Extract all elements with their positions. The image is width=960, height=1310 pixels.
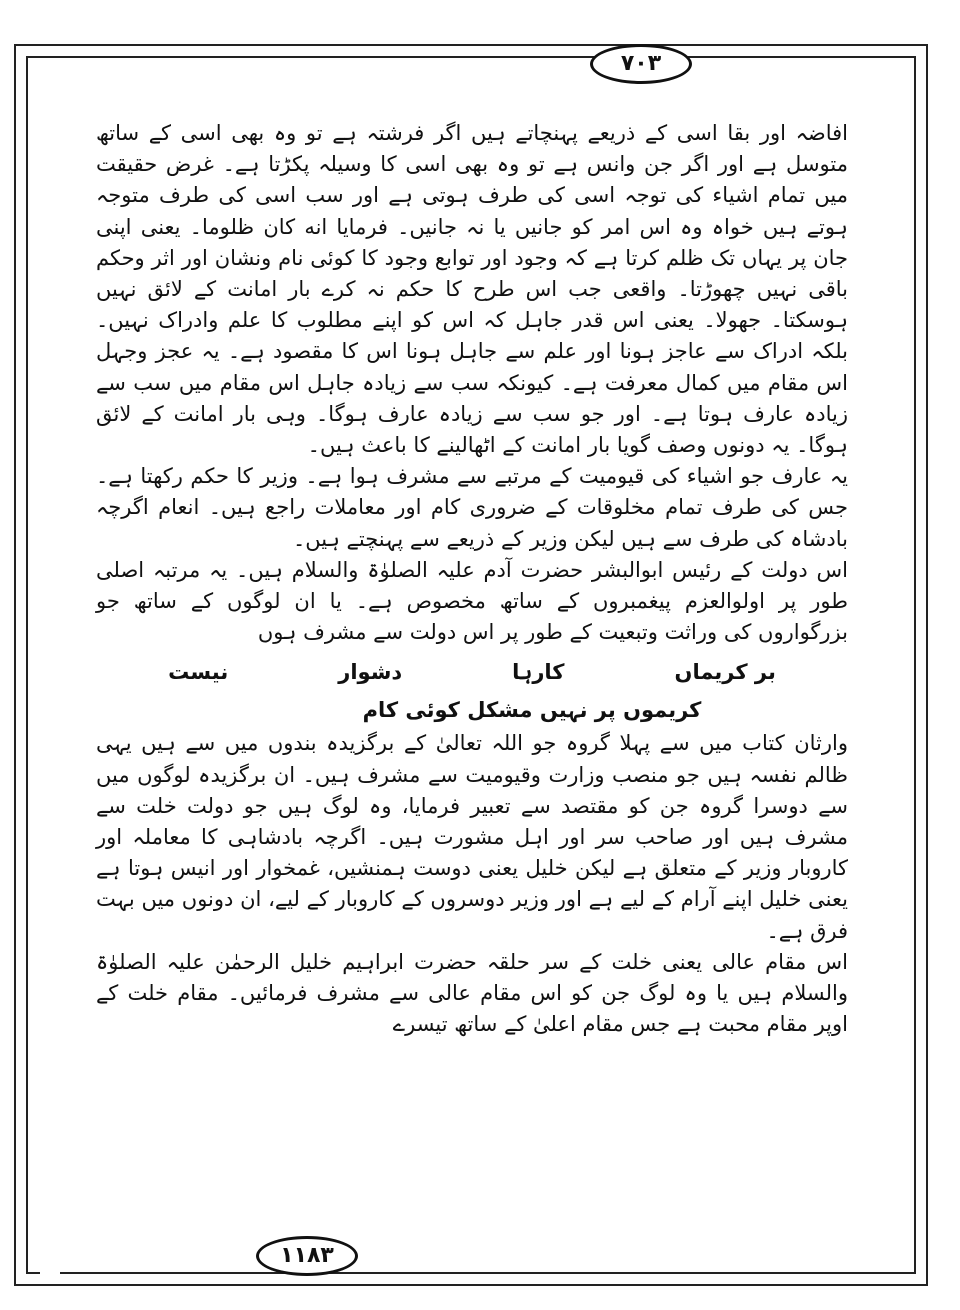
- paragraph: اس مقام عالی یعنی خلت کے سر حلقہ حضرت ابراہیم خلیل الرحمٰن علیہ الصلوٰۃ والسلام ہیں یا وہ لوگ جن کو اس مقام عالی سے مشرف فرمائیں۔ مقام خلت کے اوپر مقام محبت ہے جس مقام اعلیٰ کے ساتھ تیسرے: [96, 949, 848, 1037]
- verse-translation: کریموں پر نہیں مشکل کوئی کام: [362, 698, 702, 723]
- main-text: [96, 118, 848, 1040]
- verse-word: بر کریماں: [674, 660, 776, 685]
- verse-word: نیست: [168, 660, 229, 685]
- paragraph: اس دولت کے رئیس ابوالبشر حضرت آدم علیہ الصلوٰۃ والسلام ہیں۔ یہ مرتبہ اصلی طور پر اولوالعزم پیغمبروں کے ساتھ مخصوص ہے۔ یا ان لوگوں کے ساتھ جو بزرگواروں کی وراثت وتبعیت کے طور پر اس دولت سے مشرف ہوں: [96, 557, 848, 645]
- verse-word: کارہا: [512, 660, 565, 685]
- page-number-top: ۷۰۳: [590, 44, 692, 84]
- page-number-bottom: ۱۱۸۳: [256, 1236, 358, 1276]
- verse-word: دشوار: [338, 660, 403, 685]
- paragraph: افاضہ اور بقا اسی کے ذریعے پہنچاتے ہیں اگر فرشتہ ہے تو وہ بھی اسی کے ساتھ متوسل ہے اور اگر جن وانس ہے تو وہ بھی اسی کا وسیلہ پکڑتا ہے۔ غرض حقیقت میں تمام اشیاء کی توجہ اسی کی طرف ہوتی ہے اور سب اسی کی طرف متوجہ ہوتے ہیں خواہ وہ اس امر کو جانیں یا نہ جانیں۔ فرمایا انه کان ظلوما۔ یعنی اپنی جان پر یہاں تک ظلم کرتا ہے کہ وجود اور توابع وجود کا کوئی نام ونشان اور اثر وحکم باقی نہیں چھوڑتا۔ واقعی جب اس طرح کا حکم نہ کرے بار امانت کے لائق نہیں ہوسکتا۔ جھولا۔ یعنی اس قدر جاہل کہ اس کو اپنے مطلوب کا علم وادراک نہیں۔ بلکہ ادراک سے عاجز ہونا اور علم سے جاہل ہونا اس کا مقصود ہے۔ یہ عجز وجہل اس مقام میں کمال معرفت ہے۔ کیونکہ سب سے زیادہ جاہل اس مقام میں سب سے زیادہ عارف ہوتا ہے۔ اور جو سب سے زیادہ عارف ہوگا۔ وہی بار امانت کے لائق ہوگا۔ یہ دونوں وصف گویا بار امانت کے اٹھالینے کا باعث ہیں۔: [96, 121, 848, 458]
- paragraph: یہ عارف جو اشیاء کی قیومیت کے مرتبے سے مشرف ہوا ہے۔ وزیر کا حکم رکھتا ہے۔ جس کی طرف تمام مخلوقات کے ضروری کام اور معاملات راجع ہیں۔ انعام اگرچہ بادشاہ کی طرف سے ہیں لیکن وزیر کے ذریعے سے پہنچتے ہیں۔: [96, 464, 848, 551]
- persian-verse: [96, 652, 848, 692]
- border-gap: [40, 600, 60, 1280]
- paragraph: وارثان کتاب میں سے پہلا گروہ جو اللہ تعالیٰ کے برگزیدہ بندوں میں سے ہیں یہی ظالم نفسہ ہیں جو منصب وزارت وقیومیت سے مشرف ہیں۔ ان برگزیدہ لوگوں میں سے دوسرا گروہ جن کو مقتصد سے تعبیر فرمایا، وہ لوگ ہیں جو دولت خلت سے مشرف ہیں اور صاحب سر اور اہل مشورت ہیں۔ اگرچہ بادشاہی کا معاملہ اور کاروبار وزیر کے متعلق ہے لیکن خلیل یعنی دوست ہمنشیں، غمخوار اور انیس ہوتا ہے یعنی خلیل اپنے آرام کے لیے ہے اور وزیر دوسروں کے کاروبار کے لیے، ان دونوں میں بہت فرق ہے۔: [96, 731, 848, 943]
